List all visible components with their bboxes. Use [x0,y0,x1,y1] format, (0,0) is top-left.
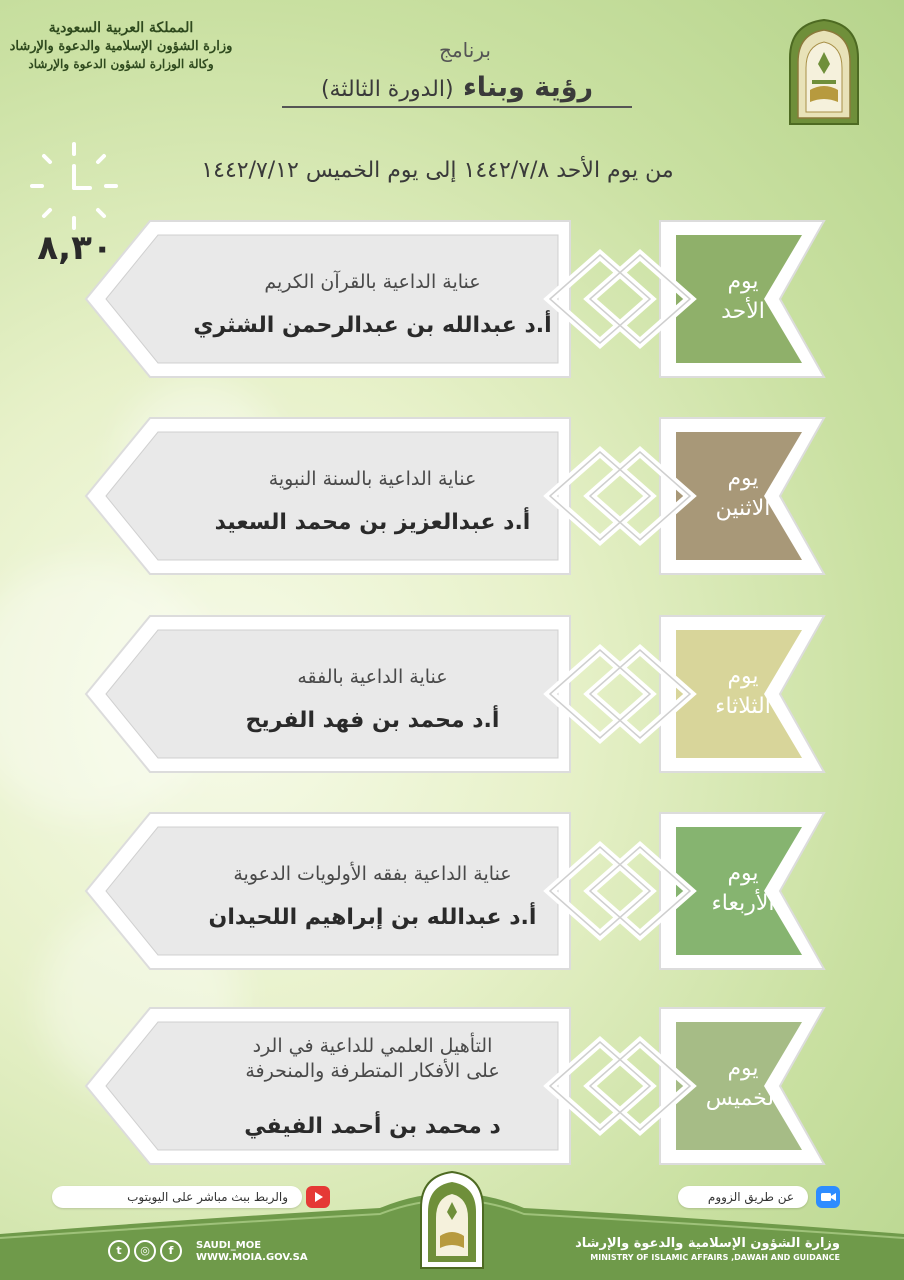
session-day [688,1054,798,1113]
day-name: الاثنين [715,495,771,521]
twitter-icon[interactable]: t [108,1240,130,1262]
ministry-emblem [786,18,862,126]
social-handle: SAUDI_MOE [196,1240,262,1251]
session-topic: عناية الداعية بالسنة النبوية [268,468,477,490]
program-title-main: رؤية وبناء [462,72,594,103]
session-day [688,859,798,918]
session-card-sunday [80,215,830,383]
session-card-wednesday [80,807,830,975]
day-label: يوم [727,1056,759,1081]
session-topic: عناية الداعية بفقه الأولويات الدعوية [233,863,512,885]
session-day [688,662,798,721]
social-handles [196,1240,308,1264]
session-speaker: أ.د محمد بن فهد الفريح [245,708,500,733]
session-card-monday [80,412,830,580]
date-range: من يوم الأحد ١٤٤٢/٧/٨ إلى يوم الخميس ١٤٤٢/٧/١٢ [201,158,674,183]
ministry-header-text [6,20,236,71]
youtube-icon [306,1186,330,1208]
program-title [282,72,632,108]
session-topic: عناية الداعية بالقرآن الكريم [264,271,481,293]
day-name: الثلاثاء [715,693,771,719]
program-title-edition: (الدورة الثالثة) [320,77,454,102]
footer-emblem [417,1170,487,1270]
kingdom-name: المملكة العربية السعودية [48,20,194,36]
session-speaker: أ.د عبدالله بن إبراهيم اللحيدان [208,905,537,930]
facebook-icon[interactable]: f [160,1240,182,1262]
session-topic-line: التأهيل العلمي للداعية في الرد [252,1035,493,1057]
session-topic: عناية الداعية بالفقه [297,666,448,688]
session-speaker: د محمد بن أحمد الفيفي [244,1114,501,1139]
zoom-icon [816,1186,840,1208]
day-name: الأحد [721,298,765,324]
session-topic-line: على الأفكار المتطرفة والمنحرفة [245,1059,500,1082]
session-day [688,267,798,326]
session-speaker: أ.د عبدالعزيز بن محمد السعيد [214,510,531,535]
day-name: الأربعاء [711,890,775,916]
day-label: يوم [727,466,759,491]
ministry-name-ar: وزارة الشؤون الإسلامية والدعوة والإرشاد [575,1236,840,1251]
ministry-name-en: MINISTRY OF ISLAMIC AFFAIRS ,DAWAH AND GUIDANCE [590,1253,840,1262]
day-name: الخميس [705,1085,781,1111]
session-card-thursday [80,1002,830,1170]
agency-name: وكالة الوزارة لشؤون الدعوة والإرشاد [28,57,214,71]
day-label: يوم [727,269,759,294]
day-label: يوم [727,664,759,689]
instagram-icon[interactable]: ◎ [134,1240,156,1262]
zoom-note: عن طريق الزووم [678,1186,808,1208]
session-topic [150,1034,595,1083]
session-card-tuesday [80,610,830,778]
website-link[interactable]: WWW.MOIA.GOV.SA [196,1252,308,1263]
session-speaker: أ.د عبدالله بن عبدالرحمن الشثري [193,313,552,338]
session-day [688,464,798,523]
session-time: ٨,٣٠ [37,228,113,268]
footer-ministry-name [540,1236,840,1262]
ministry-name: وزارة الشؤون الإسلامية والدعوة والإرشاد [9,39,233,54]
program-label: برنامج [439,38,491,62]
day-label: يوم [727,861,759,886]
youtube-live-note: والربط ببث مباشر على اليويتوب [52,1186,302,1208]
